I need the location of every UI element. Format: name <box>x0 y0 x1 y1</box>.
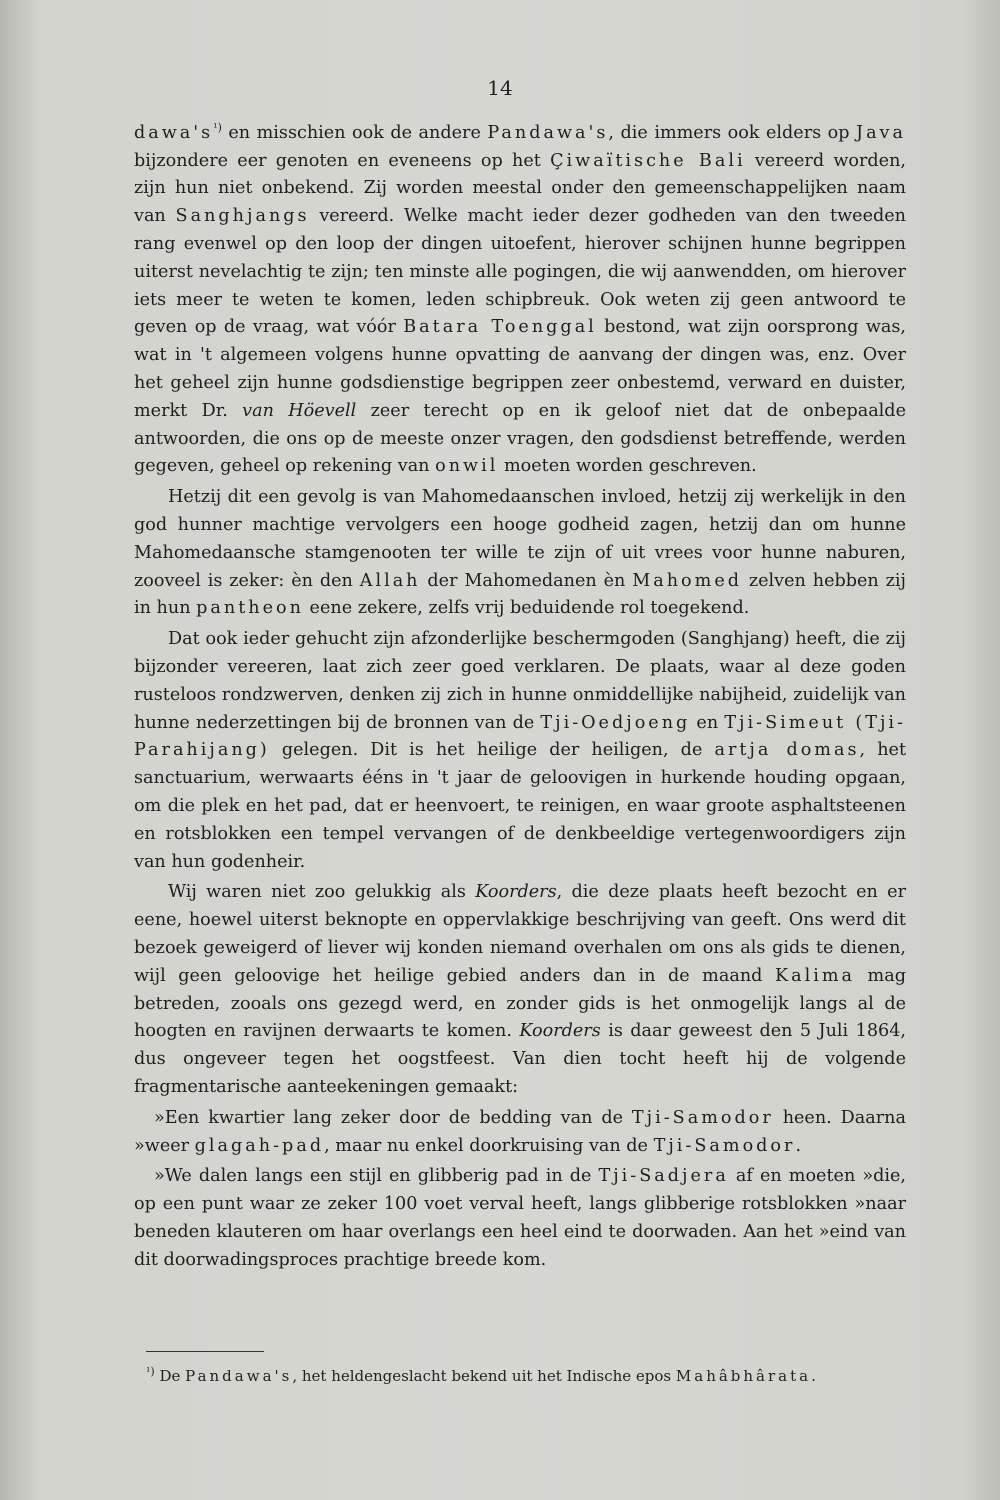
paragraph-1 <box>134 114 906 481</box>
spaced-name: Tji-Samodor <box>631 1107 774 1128</box>
spaced-name: Tji-Samodor <box>653 1135 796 1156</box>
text-run: gelegen. Dit is het heilige der heiligen, de <box>269 740 715 761</box>
quote-paragraph-1 <box>134 1105 906 1161</box>
text-run: . <box>811 1367 816 1385</box>
footnote-mark: ¹) <box>146 1365 155 1378</box>
text-run: dawa's <box>134 122 214 143</box>
text-run: eene zekere, zelfs vrij beduidende rol toegekend. <box>303 598 750 619</box>
text-run: , het heldengeslacht bekend uit het Indische epos <box>292 1367 676 1385</box>
spaced-name: Batara Toenggal <box>403 317 597 338</box>
spaced-name: Tji-Sadjera <box>598 1166 729 1187</box>
italic-name: Koorders <box>519 1021 601 1042</box>
text-run: , die deze plaats heeft bezocht en er eene, hoewel uiterst beknopte en oppervlakkige beschrijving van geeft. Ons werd dit bezoek geweigerd of liever wij konden niemand overhalen om ons als gids te dienen, wijl geen geloovige het heilige gebied anders dan in de maand <box>134 882 906 986</box>
text-run: De <box>154 1367 186 1385</box>
text-run: Hetzij dit een gevolg is van Mahomedaanschen invloed, hetzij zij werkelijk in den god hunner machtige vervolgers een hooge godheid zagen, hetzij dan om hunne Mahomedaansche stamgenooten ter wille te zijn of uit vrees voor hunne naburen, zooveel is zeker: èn den <box>134 487 906 591</box>
paragraph-4 <box>134 879 906 1101</box>
text-run: , die immers ook elders op <box>608 122 857 143</box>
text-run: is daar geweest den 5 Juli 1864, dus ongeveer tegen het oogstfeest. Van dien tocht heeft hij de volgende fragmentarische aanteekeningen gemaakt: <box>134 1021 906 1097</box>
paragraph-3 <box>134 626 906 876</box>
text-run: bijzondere eer genoten en eveneens op het <box>134 150 551 171</box>
page-number: 14 <box>487 76 513 100</box>
text-run: moeten worden geschreven. <box>498 456 757 477</box>
footnote <box>146 1362 886 1386</box>
text-run: zelven hebben zij in hun <box>134 570 906 619</box>
text-run: mag betreden, zooals ons gezegd werd, en zonder gids is het onmogelijk langs al de hoogten en ravijnen derwaarts te komen. <box>134 965 906 1042</box>
spaced-name: Pandawa's <box>487 122 609 143</box>
footnote-divider <box>146 1351 264 1352</box>
text-run: en <box>690 712 725 733</box>
text-run: , maar nu enkel doorkruising van de <box>324 1135 654 1156</box>
text-run: en misschien ook de andere <box>221 122 488 143</box>
text-run: der Mahomedanen èn <box>420 570 633 591</box>
spaced-name: Mahâbhârata <box>675 1367 812 1385</box>
text-run: af en moeten »die, op een punt waar ze zeker 100 voet verval heeft, langs glibberige rotsblokken »naar beneden klauteren om haar overlangs een heel eind te doorwaden. Aan het »eind van dit doorwadingsproces prachtige breede kom. <box>134 1166 907 1270</box>
spaced-name: artja domas <box>714 740 860 761</box>
spaced-name: Tji-Oedjoeng <box>540 712 691 733</box>
paragraph-2 <box>134 484 906 623</box>
italic-name: van Höevell <box>242 400 357 421</box>
spaced-word: pantheon <box>196 598 304 619</box>
text-run: Wij waren niet zoo gelukkig als <box>168 882 476 903</box>
spaced-word: onwil <box>435 456 499 477</box>
spaced-name: Allah <box>359 570 421 591</box>
footnote-reference: ¹) <box>213 121 222 134</box>
quote-paragraph-2 <box>134 1163 906 1274</box>
body-text <box>134 114 906 1278</box>
text-run: vereerd. Welke macht ieder dezer godheden van den tweeden rang evenwel op den loop der dingen uitoefent, hierover schijnen hunne begrippen uiterst nevelachtig te zijn; ten minste alle pogingen, die wij aanwendden, om hierover iets meer te weten te komen, leden schipbreuk. Ook weten zij geen antwoord te geven op de vraag, wat vóór <box>134 206 906 338</box>
text-run: »Een kwartier lang zeker door de bedding van de <box>154 1107 632 1128</box>
spaced-name: Java <box>856 122 906 143</box>
spaced-name: Çiwaïtische Bali <box>550 150 746 171</box>
text-run: vereerd worden, zijn hun niet onbekend. Zij worden meestal onder den gemeenschappelijken naam van <box>134 150 906 227</box>
spaced-name: Sanghjangs <box>175 206 310 227</box>
spaced-name: Kalima <box>774 965 856 986</box>
text-run: bestond, wat zijn oorsprong was, wat in 't algemeen volgens hunne opvatting de aanvang der dingen was, enz. Over het geheel zijn hunne godsdienstige begrippen zeer onbestemd, verward en duister, merkt Dr. <box>134 317 906 421</box>
spaced-word: glagah-pad <box>194 1135 325 1156</box>
text-run: heen. Daarna »weer <box>134 1107 906 1156</box>
text-run: zeer terecht op en ik geloof niet dat de onbepaalde antwoorden, die ons op de meeste onzer vragen, den godsdienst betreffende, werden gegeven, geheel op rekening van <box>134 400 906 477</box>
italic-name: Koorders <box>475 882 557 903</box>
spaced-name: Pandawa's <box>185 1367 293 1385</box>
text-run: , het sanctuarium, werwaarts ééns in 't jaar de geloovigen in hurkende houding opgaan, om die plek en het pad, dat er heenvoert, te reinigen, en waar groote asphaltsteenen en rotsblokken een tempel vervangen of de denkbeeldige vertegenwoordigers zijn van hun godenheir. <box>134 740 907 872</box>
spaced-name: Mahomed <box>632 570 742 591</box>
text-run: . <box>795 1135 802 1156</box>
spaced-name: Tji-Simeut (Tji-Parahijang) <box>134 712 907 761</box>
text-run: »We dalen langs een stijl en glibberig pad in de <box>154 1166 599 1187</box>
text-run: Dat ook ieder gehucht zijn afzonderlijke beschermgoden (Sanghjang) heeft, die zij bijzonder vereeren, laat zich zeer goed verklaren. De plaats, waar al deze goden rusteloos rondzwerven, denken zij zich in hunne onmiddellijke nabijheid, zuidelijk van hunne nederzettingen bij de bronnen van de <box>134 629 906 733</box>
